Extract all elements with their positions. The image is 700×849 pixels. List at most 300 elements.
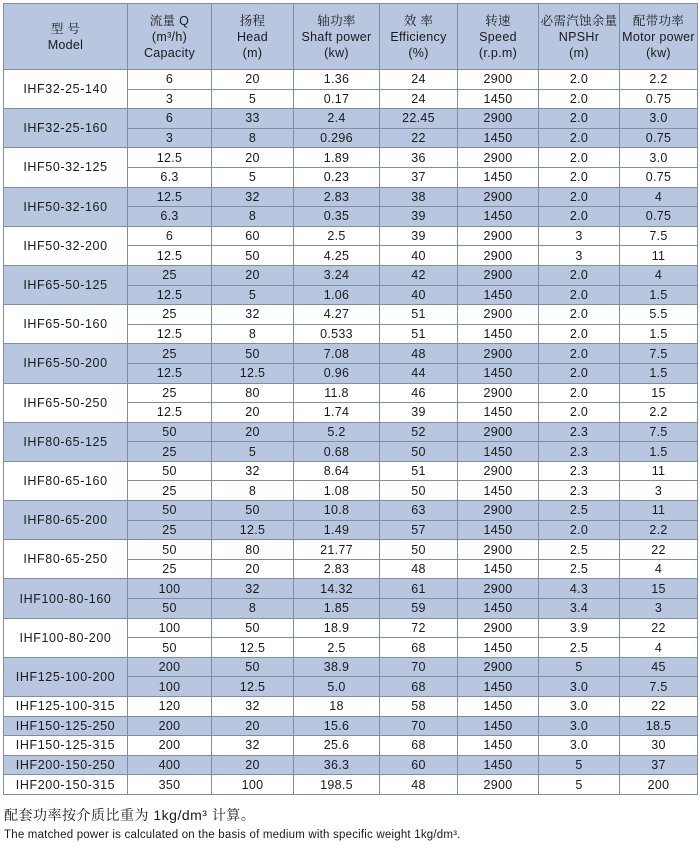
- head-cell: 8: [212, 128, 294, 148]
- head-cell: 8: [212, 481, 294, 501]
- header-model-en: Model: [47, 37, 84, 52]
- shaft-power-cell: 1.36: [294, 70, 380, 90]
- motor-power-cell: 37: [620, 755, 698, 775]
- motor-power-cell: 22: [620, 697, 698, 717]
- npshr-cell: 2.0: [539, 207, 620, 227]
- header-model: [4, 4, 128, 70]
- npshr-cell: 3.0: [539, 716, 620, 736]
- capacity-cell: 25: [128, 305, 212, 325]
- head-cell: 32: [212, 461, 294, 481]
- head-cell: 20: [212, 148, 294, 168]
- capacity-cell: 200: [128, 657, 212, 677]
- head-cell: 33: [212, 109, 294, 129]
- head-cell: 8: [212, 324, 294, 344]
- npshr-cell: 2.0: [539, 128, 620, 148]
- npshr-cell: 2.0: [539, 520, 620, 540]
- npshr-cell: 2.0: [539, 89, 620, 109]
- model-cell: IHF50-32-200: [4, 226, 128, 265]
- model-cell: IHF50-32-125: [4, 148, 128, 187]
- capacity-cell: 25: [128, 344, 212, 364]
- capacity-cell: 100: [128, 677, 212, 697]
- head-cell: 20: [212, 265, 294, 285]
- model-cell: IHF65-50-125: [4, 265, 128, 304]
- speed-cell: 1450: [458, 324, 539, 344]
- speed-cell: 2900: [458, 422, 539, 442]
- speed-cell: 2900: [458, 618, 539, 638]
- speed-cell: 1450: [458, 677, 539, 697]
- header-speed-cn: 转速: [485, 13, 511, 28]
- speed-cell: 2900: [458, 226, 539, 246]
- motor-power-cell: 15: [620, 383, 698, 403]
- capacity-cell: 400: [128, 755, 212, 775]
- shaft-power-cell: 36.3: [294, 755, 380, 775]
- head-cell: 50: [212, 501, 294, 521]
- header-eff-cn: 效 率: [403, 13, 434, 28]
- model-cell: IHF100-80-160: [4, 579, 128, 618]
- capacity-cell: 6: [128, 226, 212, 246]
- speed-cell: 2900: [458, 265, 539, 285]
- capacity-cell: 50: [128, 501, 212, 521]
- motor-power-cell: 0.75: [620, 89, 698, 109]
- shaft-power-cell: 4.25: [294, 246, 380, 266]
- shaft-power-cell: 25.6: [294, 736, 380, 756]
- header-model-cn: 型 号: [50, 21, 81, 36]
- capacity-cell: 100: [128, 579, 212, 599]
- speed-cell: 2900: [458, 70, 539, 90]
- capacity-cell: 25: [128, 265, 212, 285]
- table-row: [4, 618, 698, 638]
- table-row: [4, 736, 698, 756]
- model-cell: IHF32-25-140: [4, 70, 128, 109]
- shaft-power-cell: 2.83: [294, 187, 380, 207]
- efficiency-cell: 51: [380, 324, 458, 344]
- speed-cell: 2900: [458, 305, 539, 325]
- efficiency-cell: 61: [380, 579, 458, 599]
- capacity-cell: 100: [128, 618, 212, 638]
- table-row: [4, 775, 698, 795]
- header-shaft-en: Shaft power: [301, 29, 372, 44]
- motor-power-cell: 1.5: [620, 324, 698, 344]
- head-cell: 12.5: [212, 520, 294, 540]
- motor-power-cell: 3.0: [620, 148, 698, 168]
- efficiency-cell: 52: [380, 422, 458, 442]
- head-cell: 5: [212, 442, 294, 462]
- motor-power-cell: 4: [620, 559, 698, 579]
- motor-power-cell: 11: [620, 246, 698, 266]
- speed-cell: 1450: [458, 363, 539, 383]
- npshr-cell: 2.3: [539, 422, 620, 442]
- header-capacity-unit: (m³/h): [151, 29, 188, 44]
- head-cell: 100: [212, 775, 294, 795]
- speed-cell: 1450: [458, 403, 539, 423]
- capacity-cell: 12.5: [128, 403, 212, 423]
- shaft-power-cell: 8.64: [294, 461, 380, 481]
- model-cell: IHF100-80-200: [4, 618, 128, 657]
- shaft-power-cell: 38.9: [294, 657, 380, 677]
- shaft-power-cell: 0.35: [294, 207, 380, 227]
- efficiency-cell: 68: [380, 736, 458, 756]
- model-cell: IHF200-150-315: [4, 775, 128, 795]
- shaft-power-cell: 1.85: [294, 599, 380, 619]
- header-motor-en: Motor power: [622, 29, 695, 44]
- header-speed-unit: (r.p.m): [478, 45, 518, 60]
- capacity-cell: 6.3: [128, 167, 212, 187]
- motor-power-cell: 3: [620, 599, 698, 619]
- npshr-cell: 3.0: [539, 736, 620, 756]
- motor-power-cell: 200: [620, 775, 698, 795]
- speed-cell: 2900: [458, 579, 539, 599]
- npshr-cell: 3.0: [539, 677, 620, 697]
- npshr-cell: 3: [539, 246, 620, 266]
- efficiency-cell: 46: [380, 383, 458, 403]
- npshr-cell: 3.4: [539, 599, 620, 619]
- motor-power-cell: 1.5: [620, 442, 698, 462]
- head-cell: 32: [212, 187, 294, 207]
- motor-power-cell: 45: [620, 657, 698, 677]
- shaft-power-cell: 0.296: [294, 128, 380, 148]
- table-row: [4, 579, 698, 599]
- table-row: [4, 305, 698, 325]
- npshr-cell: 2.0: [539, 70, 620, 90]
- speed-cell: 2900: [458, 187, 539, 207]
- header-eff-en: Efficiency: [390, 29, 447, 44]
- efficiency-cell: 50: [380, 442, 458, 462]
- shaft-power-cell: 1.06: [294, 285, 380, 305]
- head-cell: 8: [212, 207, 294, 227]
- header-capacity: [128, 4, 212, 70]
- npshr-cell: 2.0: [539, 324, 620, 344]
- efficiency-cell: 42: [380, 265, 458, 285]
- table-row: [4, 383, 698, 403]
- capacity-cell: 12.5: [128, 148, 212, 168]
- head-cell: 5: [212, 89, 294, 109]
- model-cell: IHF125-100-200: [4, 657, 128, 696]
- speed-cell: 1450: [458, 520, 539, 540]
- motor-power-cell: 3: [620, 481, 698, 501]
- header-speed-en: Speed: [479, 29, 517, 44]
- header-motor-power: [620, 4, 698, 70]
- capacity-cell: 50: [128, 638, 212, 658]
- header-capacity-en: Capacity: [143, 45, 196, 60]
- motor-power-cell: 4: [620, 638, 698, 658]
- model-cell: IHF80-65-160: [4, 461, 128, 500]
- speed-cell: 1450: [458, 599, 539, 619]
- pump-performance-table: [3, 3, 698, 795]
- npshr-cell: 2.0: [539, 109, 620, 129]
- shaft-power-cell: 18: [294, 697, 380, 717]
- header-head: [212, 4, 294, 70]
- shaft-power-cell: 4.27: [294, 305, 380, 325]
- shaft-power-cell: 3.24: [294, 265, 380, 285]
- header-npsh-unit: (m): [569, 45, 589, 60]
- header-head-en: Head: [236, 29, 269, 44]
- header-motor-unit: (kw): [646, 45, 671, 60]
- capacity-cell: 6: [128, 70, 212, 90]
- motor-power-cell: 11: [620, 461, 698, 481]
- npshr-cell: 2.0: [539, 344, 620, 364]
- table-row: [4, 109, 698, 129]
- shaft-power-cell: 18.9: [294, 618, 380, 638]
- head-cell: 50: [212, 618, 294, 638]
- motor-power-cell: 1.5: [620, 363, 698, 383]
- speed-cell: 1450: [458, 167, 539, 187]
- head-cell: 80: [212, 383, 294, 403]
- motor-power-cell: 3.0: [620, 109, 698, 129]
- shaft-power-cell: 2.83: [294, 559, 380, 579]
- shaft-power-cell: 1.08: [294, 481, 380, 501]
- speed-cell: 2900: [458, 383, 539, 403]
- head-cell: 12.5: [212, 677, 294, 697]
- npshr-cell: 3: [539, 226, 620, 246]
- head-cell: 20: [212, 559, 294, 579]
- head-cell: 20: [212, 755, 294, 775]
- motor-power-cell: 4: [620, 187, 698, 207]
- header-shaft-power: [294, 4, 380, 70]
- npshr-cell: 5: [539, 775, 620, 795]
- npshr-cell: 2.5: [539, 501, 620, 521]
- header-efficiency: [380, 4, 458, 70]
- header-speed: [458, 4, 539, 70]
- table-row: [4, 148, 698, 168]
- model-cell: IHF65-50-200: [4, 344, 128, 383]
- speed-cell: 2900: [458, 246, 539, 266]
- table-row: [4, 344, 698, 364]
- shaft-power-cell: 1.89: [294, 148, 380, 168]
- motor-power-cell: 0.75: [620, 128, 698, 148]
- capacity-cell: 12.5: [128, 246, 212, 266]
- efficiency-cell: 24: [380, 89, 458, 109]
- header-npsh-cn: 必需汽蚀余量: [540, 13, 618, 28]
- efficiency-cell: 58: [380, 697, 458, 717]
- motor-power-cell: 22: [620, 540, 698, 560]
- speed-cell: 2900: [458, 109, 539, 129]
- shaft-power-cell: 2.4: [294, 109, 380, 129]
- shaft-power-cell: 0.96: [294, 363, 380, 383]
- head-cell: 20: [212, 70, 294, 90]
- shaft-power-cell: 10.8: [294, 501, 380, 521]
- speed-cell: 1450: [458, 89, 539, 109]
- header-motor-cn: 配带功率: [632, 13, 685, 28]
- shaft-power-cell: 1.74: [294, 403, 380, 423]
- table-row: [4, 697, 698, 717]
- speed-cell: 1450: [458, 442, 539, 462]
- npshr-cell: 5: [539, 755, 620, 775]
- shaft-power-cell: 5.0: [294, 677, 380, 697]
- speed-cell: 2900: [458, 461, 539, 481]
- speed-cell: 1450: [458, 736, 539, 756]
- shaft-power-cell: 15.6: [294, 716, 380, 736]
- efficiency-cell: 68: [380, 677, 458, 697]
- shaft-power-cell: 2.5: [294, 638, 380, 658]
- table-row: [4, 226, 698, 246]
- speed-cell: 1450: [458, 559, 539, 579]
- motor-power-cell: 0.75: [620, 167, 698, 187]
- capacity-cell: 25: [128, 520, 212, 540]
- efficiency-cell: 38: [380, 187, 458, 207]
- head-cell: 20: [212, 403, 294, 423]
- model-cell: IHF80-65-200: [4, 501, 128, 540]
- speed-cell: 2900: [458, 501, 539, 521]
- speed-cell: 2900: [458, 540, 539, 560]
- shaft-power-cell: 0.68: [294, 442, 380, 462]
- head-cell: 60: [212, 226, 294, 246]
- footnote-chinese: 配套功率按介质比重为 1kg/dm³ 计算。: [4, 807, 256, 823]
- efficiency-cell: 24: [380, 70, 458, 90]
- model-cell: IHF150-125-250: [4, 716, 128, 736]
- shaft-power-cell: 14.32: [294, 579, 380, 599]
- motor-power-cell: 2.2: [620, 70, 698, 90]
- header-capacity-cn: 流量 Q: [149, 13, 190, 28]
- npshr-cell: 2.0: [539, 363, 620, 383]
- efficiency-cell: 70: [380, 657, 458, 677]
- header-shaft-unit: (kw): [324, 45, 349, 60]
- capacity-cell: 120: [128, 697, 212, 717]
- speed-cell: 1450: [458, 207, 539, 227]
- speed-cell: 2900: [458, 148, 539, 168]
- model-cell: IHF50-32-160: [4, 187, 128, 226]
- npshr-cell: 2.3: [539, 481, 620, 501]
- efficiency-cell: 36: [380, 148, 458, 168]
- speed-cell: 1450: [458, 716, 539, 736]
- speed-cell: 2900: [458, 657, 539, 677]
- table-row: [4, 755, 698, 775]
- efficiency-cell: 51: [380, 305, 458, 325]
- motor-power-cell: 7.5: [620, 344, 698, 364]
- npshr-cell: 4.3: [539, 579, 620, 599]
- efficiency-cell: 48: [380, 344, 458, 364]
- capacity-cell: 12.5: [128, 285, 212, 305]
- capacity-cell: 50: [128, 540, 212, 560]
- npshr-cell: 2.0: [539, 285, 620, 305]
- head-cell: 50: [212, 246, 294, 266]
- head-cell: 50: [212, 657, 294, 677]
- shaft-power-cell: 7.08: [294, 344, 380, 364]
- efficiency-cell: 22: [380, 128, 458, 148]
- header-npshr: [539, 4, 620, 70]
- capacity-cell: 25: [128, 559, 212, 579]
- motor-power-cell: 4: [620, 265, 698, 285]
- motor-power-cell: 0.75: [620, 207, 698, 227]
- capacity-cell: 200: [128, 716, 212, 736]
- capacity-cell: 25: [128, 442, 212, 462]
- efficiency-cell: 51: [380, 461, 458, 481]
- shaft-power-cell: 5.2: [294, 422, 380, 442]
- shaft-power-cell: 0.23: [294, 167, 380, 187]
- efficiency-cell: 70: [380, 716, 458, 736]
- motor-power-cell: 30: [620, 736, 698, 756]
- header-head-cn: 扬程: [239, 13, 266, 28]
- capacity-cell: 50: [128, 461, 212, 481]
- speed-cell: 1450: [458, 128, 539, 148]
- efficiency-cell: 39: [380, 226, 458, 246]
- motor-power-cell: 1.5: [620, 285, 698, 305]
- efficiency-cell: 60: [380, 755, 458, 775]
- header-eff-unit: (%): [408, 45, 429, 60]
- header-head-unit: (m): [242, 45, 263, 60]
- motor-power-cell: 2.2: [620, 520, 698, 540]
- shaft-power-cell: 198.5: [294, 775, 380, 795]
- efficiency-cell: 22.45: [380, 109, 458, 129]
- efficiency-cell: 57: [380, 520, 458, 540]
- head-cell: 50: [212, 344, 294, 364]
- table-row: [4, 187, 698, 207]
- capacity-cell: 200: [128, 736, 212, 756]
- npshr-cell: 5: [539, 657, 620, 677]
- table-header-row: [4, 4, 698, 70]
- head-cell: 32: [212, 736, 294, 756]
- capacity-cell: 3: [128, 128, 212, 148]
- capacity-cell: 350: [128, 775, 212, 795]
- speed-cell: 2900: [458, 775, 539, 795]
- capacity-cell: 50: [128, 422, 212, 442]
- model-cell: IHF200-150-250: [4, 755, 128, 775]
- motor-power-cell: 15: [620, 579, 698, 599]
- motor-power-cell: 22: [620, 618, 698, 638]
- npshr-cell: 2.3: [539, 442, 620, 462]
- efficiency-cell: 48: [380, 775, 458, 795]
- efficiency-cell: 50: [380, 481, 458, 501]
- head-cell: 32: [212, 579, 294, 599]
- speed-cell: 1450: [458, 697, 539, 717]
- npshr-cell: 3.9: [539, 618, 620, 638]
- shaft-power-cell: 0.533: [294, 324, 380, 344]
- header-shaft-cn: 轴功率: [317, 13, 356, 28]
- shaft-power-cell: 1.49: [294, 520, 380, 540]
- table-row: [4, 422, 698, 442]
- efficiency-cell: 44: [380, 363, 458, 383]
- efficiency-cell: 40: [380, 285, 458, 305]
- footnote-english: The matched power is calculated on the basis of medium with specific weight 1kg/dm³.: [4, 829, 461, 841]
- capacity-cell: 25: [128, 481, 212, 501]
- pump-performance-table-container: [3, 3, 697, 795]
- capacity-cell: 6.3: [128, 207, 212, 227]
- header-npsh-en: NPSHr: [558, 29, 600, 44]
- shaft-power-cell: 11.8: [294, 383, 380, 403]
- npshr-cell: 2.5: [539, 540, 620, 560]
- motor-power-cell: 11: [620, 501, 698, 521]
- efficiency-cell: 72: [380, 618, 458, 638]
- efficiency-cell: 50: [380, 540, 458, 560]
- npshr-cell: 2.0: [539, 305, 620, 325]
- head-cell: 20: [212, 422, 294, 442]
- speed-cell: 1450: [458, 638, 539, 658]
- efficiency-cell: 37: [380, 167, 458, 187]
- table-row: [4, 716, 698, 736]
- capacity-cell: 12.5: [128, 187, 212, 207]
- motor-power-cell: 2.2: [620, 403, 698, 423]
- capacity-cell: 12.5: [128, 363, 212, 383]
- table-body: [4, 70, 698, 795]
- capacity-cell: 50: [128, 599, 212, 619]
- capacity-cell: 6: [128, 109, 212, 129]
- speed-cell: 1450: [458, 285, 539, 305]
- efficiency-cell: 40: [380, 246, 458, 266]
- efficiency-cell: 68: [380, 638, 458, 658]
- shaft-power-cell: 0.17: [294, 89, 380, 109]
- efficiency-cell: 48: [380, 559, 458, 579]
- npshr-cell: 2.0: [539, 148, 620, 168]
- speed-cell: 2900: [458, 344, 539, 364]
- head-cell: 5: [212, 167, 294, 187]
- npshr-cell: 2.0: [539, 383, 620, 403]
- table-row: [4, 540, 698, 560]
- capacity-cell: 25: [128, 383, 212, 403]
- head-cell: 80: [212, 540, 294, 560]
- npshr-cell: 2.5: [539, 638, 620, 658]
- model-cell: IHF150-125-315: [4, 736, 128, 756]
- table-row: [4, 657, 698, 677]
- head-cell: 8: [212, 599, 294, 619]
